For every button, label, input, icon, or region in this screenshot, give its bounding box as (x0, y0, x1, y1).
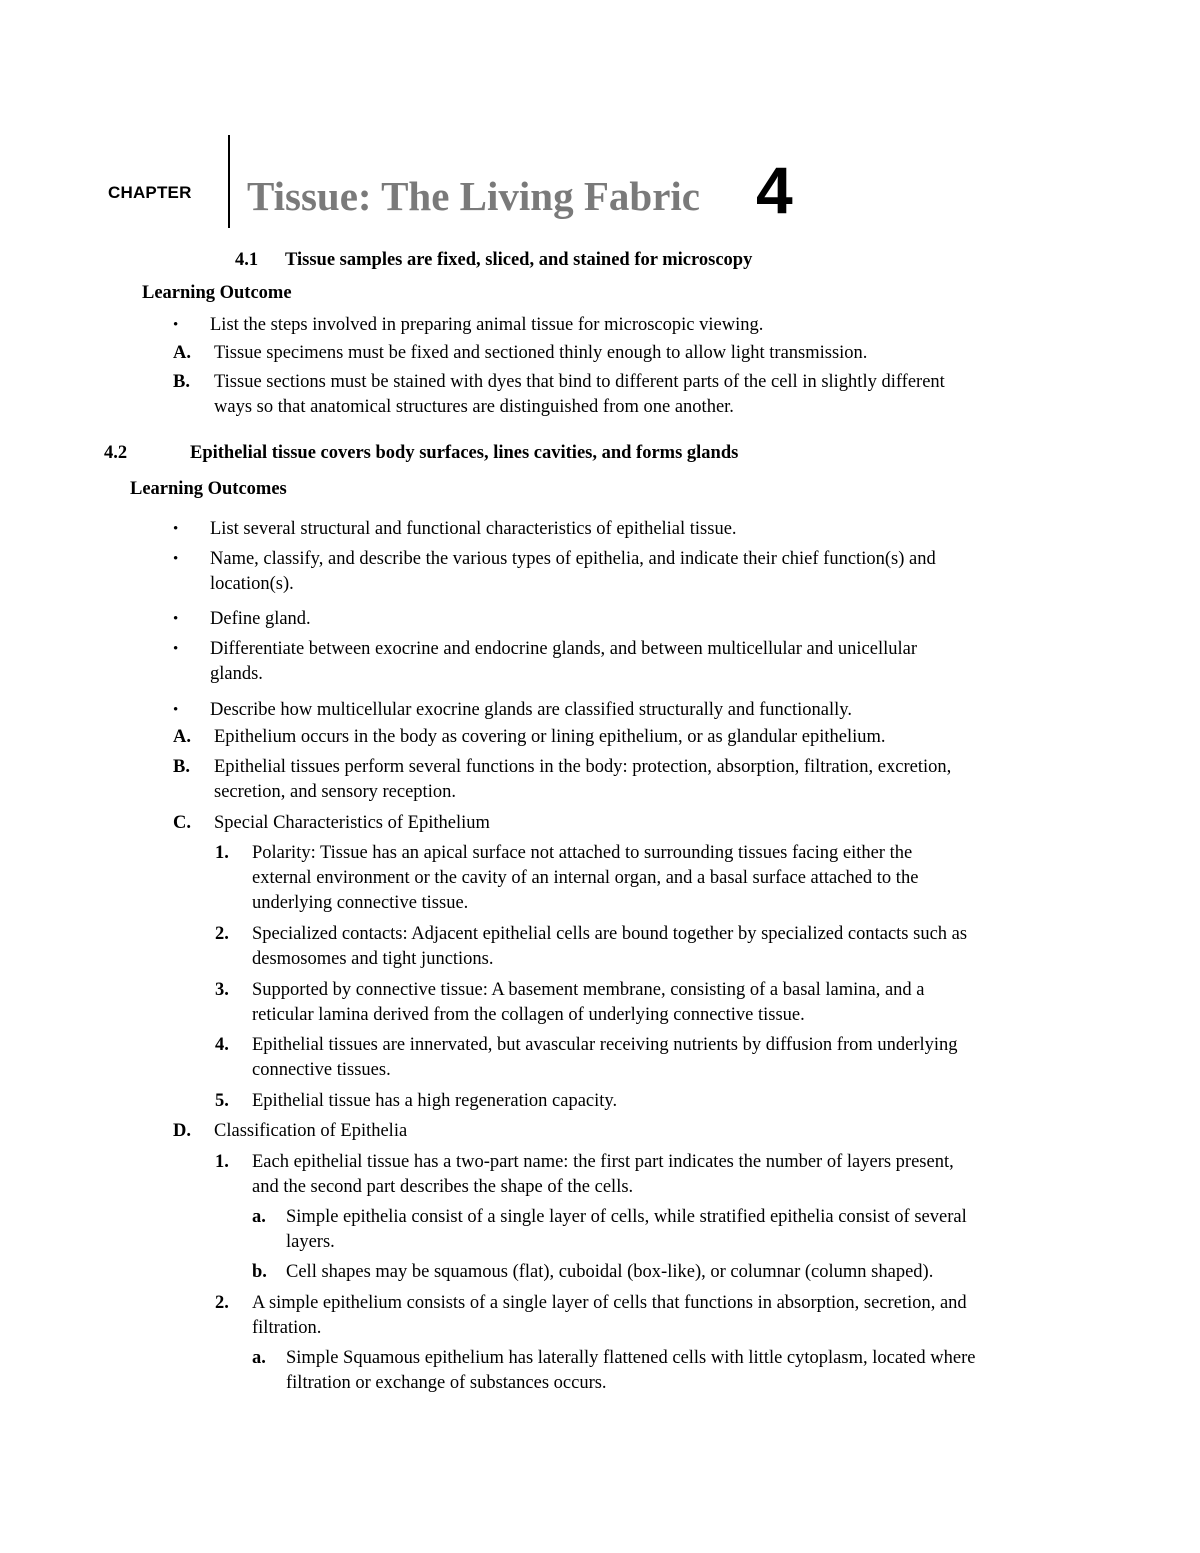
subsubitem-text: Cell shapes may be squamous (flat), cuboidal (box-like), or columnar (column shaped). (286, 1262, 934, 1282)
section-number: 4.2 (104, 443, 128, 463)
item-label: A. (173, 727, 191, 747)
chapter-label: CHAPTER (108, 183, 192, 202)
subitem-text: external environment or the cavity of an internal organ, and a basal surface attached to the (252, 868, 919, 888)
item-text: Tissue specimens must be fixed and sectioned thinly enough to allow light transmission. (214, 343, 868, 363)
subitem-text: connective tissues. (252, 1060, 391, 1080)
item-text: Classification of Epithelia (214, 1121, 408, 1141)
item-text: Tissue sections must be stained with dyes that bind to different parts of the cell in slightly different (214, 372, 945, 392)
bullet: • (173, 641, 179, 657)
bullet: • (173, 317, 179, 333)
subitem-label: 2. (215, 1293, 229, 1313)
subsubitem-text: Simple epithelia consist of a single layer of cells, while stratified epithelia consist of several (286, 1207, 967, 1227)
item-label: B. (173, 372, 190, 392)
subitem-text: desmosomes and tight junctions. (252, 949, 494, 969)
subitem-text: Specialized contacts: Adjacent epithelial cells are bound together by specialized contacts such as (252, 924, 968, 944)
item-text: Epithelial tissues perform several functions in the body: protection, absorption, filtration, excretion, (214, 757, 952, 777)
subitem-label: 5. (215, 1091, 229, 1111)
item-text: ways so that anatomical structures are distinguished from one another. (214, 397, 734, 417)
section-title: Epithelial tissue covers body surfaces, lines cavities, and forms glands (190, 443, 739, 463)
item-text: Epithelium occurs in the body as covering or lining epithelium, or as glandular epithelium. (214, 727, 886, 747)
item-text: Special Characteristics of Epithelium (214, 813, 490, 833)
subitem-text: and the second part describes the shape of the cells. (252, 1177, 634, 1197)
subitem-label: 1. (215, 843, 229, 863)
outcome-text: location(s). (210, 574, 294, 594)
item-label: D. (173, 1121, 191, 1141)
chapter-divider (228, 135, 230, 228)
learning-outcomes-heading: Learning Outcomes (130, 479, 287, 499)
subitem-text: Supported by connective tissue: A basement membrane, consisting of a basal lamina, and a (252, 980, 925, 1000)
subsubitem-label: a. (252, 1348, 266, 1368)
outcome-text: Differentiate between exocrine and endocrine glands, and between multicellular and unicellular (210, 639, 917, 659)
section-number: 4.1 (235, 250, 259, 270)
subsubitem-text: filtration or exchange of substances occurs. (286, 1373, 607, 1393)
subitem-label: 4. (215, 1035, 229, 1055)
outcome-text: Name, classify, and describe the various types of epithelia, and indicate their chief function(s) and (210, 549, 936, 569)
item-label: C. (173, 813, 191, 833)
outcome-text: Define gland. (210, 609, 311, 629)
subitem-text: filtration. (252, 1318, 322, 1338)
subsubitem-label: b. (252, 1262, 267, 1282)
outcome-text: List the steps involved in preparing animal tissue for microscopic viewing. (210, 315, 764, 335)
subsubitem-text: Simple Squamous epithelium has laterally flattened cells with little cytoplasm, located where (286, 1348, 976, 1368)
subitem-text: reticular lamina derived from the collagen of underlying connective tissue. (252, 1005, 805, 1025)
item-text: secretion, and sensory reception. (214, 782, 456, 802)
subitem-text: Epithelial tissue has a high regeneration capacity. (252, 1091, 618, 1111)
subitem-text: Epithelial tissues are innervated, but avascular receiving nutrients by diffusion from underlying (252, 1035, 958, 1055)
subsubitem-text: layers. (286, 1232, 335, 1252)
subsubitem-label: a. (252, 1207, 266, 1227)
section-title: Tissue samples are fixed, sliced, and stained for microscopy (285, 250, 753, 270)
bullet: • (173, 611, 179, 627)
subitem-label: 3. (215, 980, 229, 1000)
item-label: A. (173, 343, 191, 363)
learning-outcome-heading: Learning Outcome (142, 283, 292, 303)
subitem-label: 2. (215, 924, 229, 944)
outcome-text: Describe how multicellular exocrine glands are classified structurally and functionally. (210, 700, 852, 720)
outcome-text: List several structural and functional characteristics of epithelial tissue. (210, 519, 737, 539)
subitem-text: Each epithelial tissue has a two-part name: the first part indicates the number of layers present, (252, 1152, 954, 1172)
item-label: B. (173, 757, 190, 777)
bullet: • (173, 702, 179, 718)
outcome-text: glands. (210, 664, 263, 684)
subitem-text: underlying connective tissue. (252, 893, 469, 913)
bullet: • (173, 551, 179, 567)
subitem-text: Polarity: Tissue has an apical surface not attached to surrounding tissues facing either the (252, 843, 913, 863)
subitem-text: A simple epithelium consists of a single layer of cells that functions in absorption, secretion, and (252, 1293, 967, 1313)
bullet: • (173, 521, 179, 537)
chapter-title: Tissue: The Living Fabric (247, 173, 700, 219)
chapter-number: 4 (756, 153, 793, 227)
subitem-label: 1. (215, 1152, 229, 1172)
